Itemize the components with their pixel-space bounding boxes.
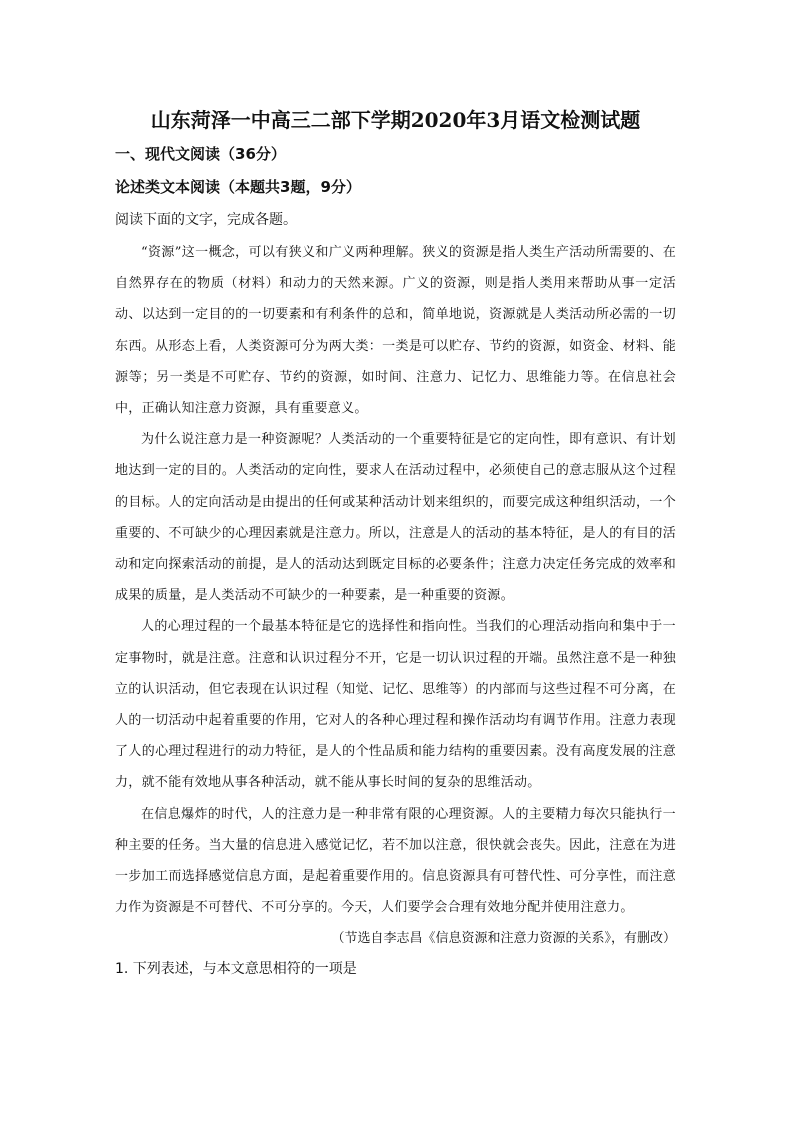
passage-paragraph-3: 人的心理过程的一个最基本特征是它的选择性和指向性。当我们的心理活动指向和集中于一定事物时，就是注意。注意和认识过程分不开，它是一切认识过程的开端。虽然注意不是一种独立的认识活动，但它表现在认识过程（知觉、记忆、思维等）的内部而与这些过程不可分离，在人的一切活动中起着重要的作用，它对人的各种心理过程和操作活动均有调节作用。注意力表现了人的心理过程进行的动力特征，是人的个性品质和能力结构的重要因素。没有高度发展的注意力，就不能有效地从事各种活动，就不能从事长时间的复杂的思维活动。: [115, 619, 676, 791]
source-note: （节选自李志昌《信息资源和注意力资源的关系》，有删改）: [331, 931, 676, 947]
subsection-heading: 论述类文本阅读（本题共3题，9分）: [115, 178, 361, 196]
exam-title: 山东菏泽一中高三二部下学期2020年3月语文检测试题: [150, 108, 641, 132]
reading-instruction: 阅读下面的文字，完成各题。: [115, 212, 297, 228]
passage-paragraph-1: “资源”这一概念，可以有狭义和广义两种理解。狭义的资源是指人类生产活动所需要的、在自然界存在的物质（材料）和动力的天然来源。广义的资源，则是指人类用来帮助从事一定活动、以达到一定目的的一切要素和有利条件的总和，简单地说，资源就是人类活动所必需的一切东西。从形态上看，人类资源可分为两大类：一类是可以贮存、节约的资源，如资金、材料、能源等；另一类是不可贮存、节约的资源，如时间、注意力、记忆力、思维能力等。在信息社会中，正确认知注意力资源，具有重要意义。: [115, 245, 676, 417]
section-heading: 一、现代文阅读（36分）: [115, 145, 286, 163]
passage-paragraph-2: 为什么说注意力是一种资源呢？人类活动的一个重要特征是它的定向性，即有意识、有计划地达到一定的目的。人类活动的定向性，要求人在活动过程中，必须使自己的意志服从这个过程的目标。人的定向活动是由提出的任何或某种活动计划来组织的，而要完成这种组织活动，一个重要的、不可缺少的心理因素就是注意力。所以，注意是人的活动的基本特征，是人的有目的活动和定向探索活动的前提，是人的活动达到既定目标的必要条件；注意力决定任务完成的效率和成果的质量，是人类活动不可缺少的一种要素，是一种重要的资源。: [115, 432, 676, 604]
passage-paragraph-4: 在信息爆炸的时代，人的注意力是一种非常有限的心理资源。人的主要精力每次只能执行一种主要的任务。当大量的信息进入感觉记忆，若不加以注意，很快就会丧失。因此，注意在为进一步加工而选择感觉信息方面，是起着重要作用的。信息资源具有可替代性、可分享性，而注意力作为资源是不可替代、不可分享的。今天，人们要学会合理有效地分配并使用注意力。: [115, 806, 676, 916]
question-1: 1. 下列表述，与本文意思相符的一项是: [115, 961, 357, 978]
